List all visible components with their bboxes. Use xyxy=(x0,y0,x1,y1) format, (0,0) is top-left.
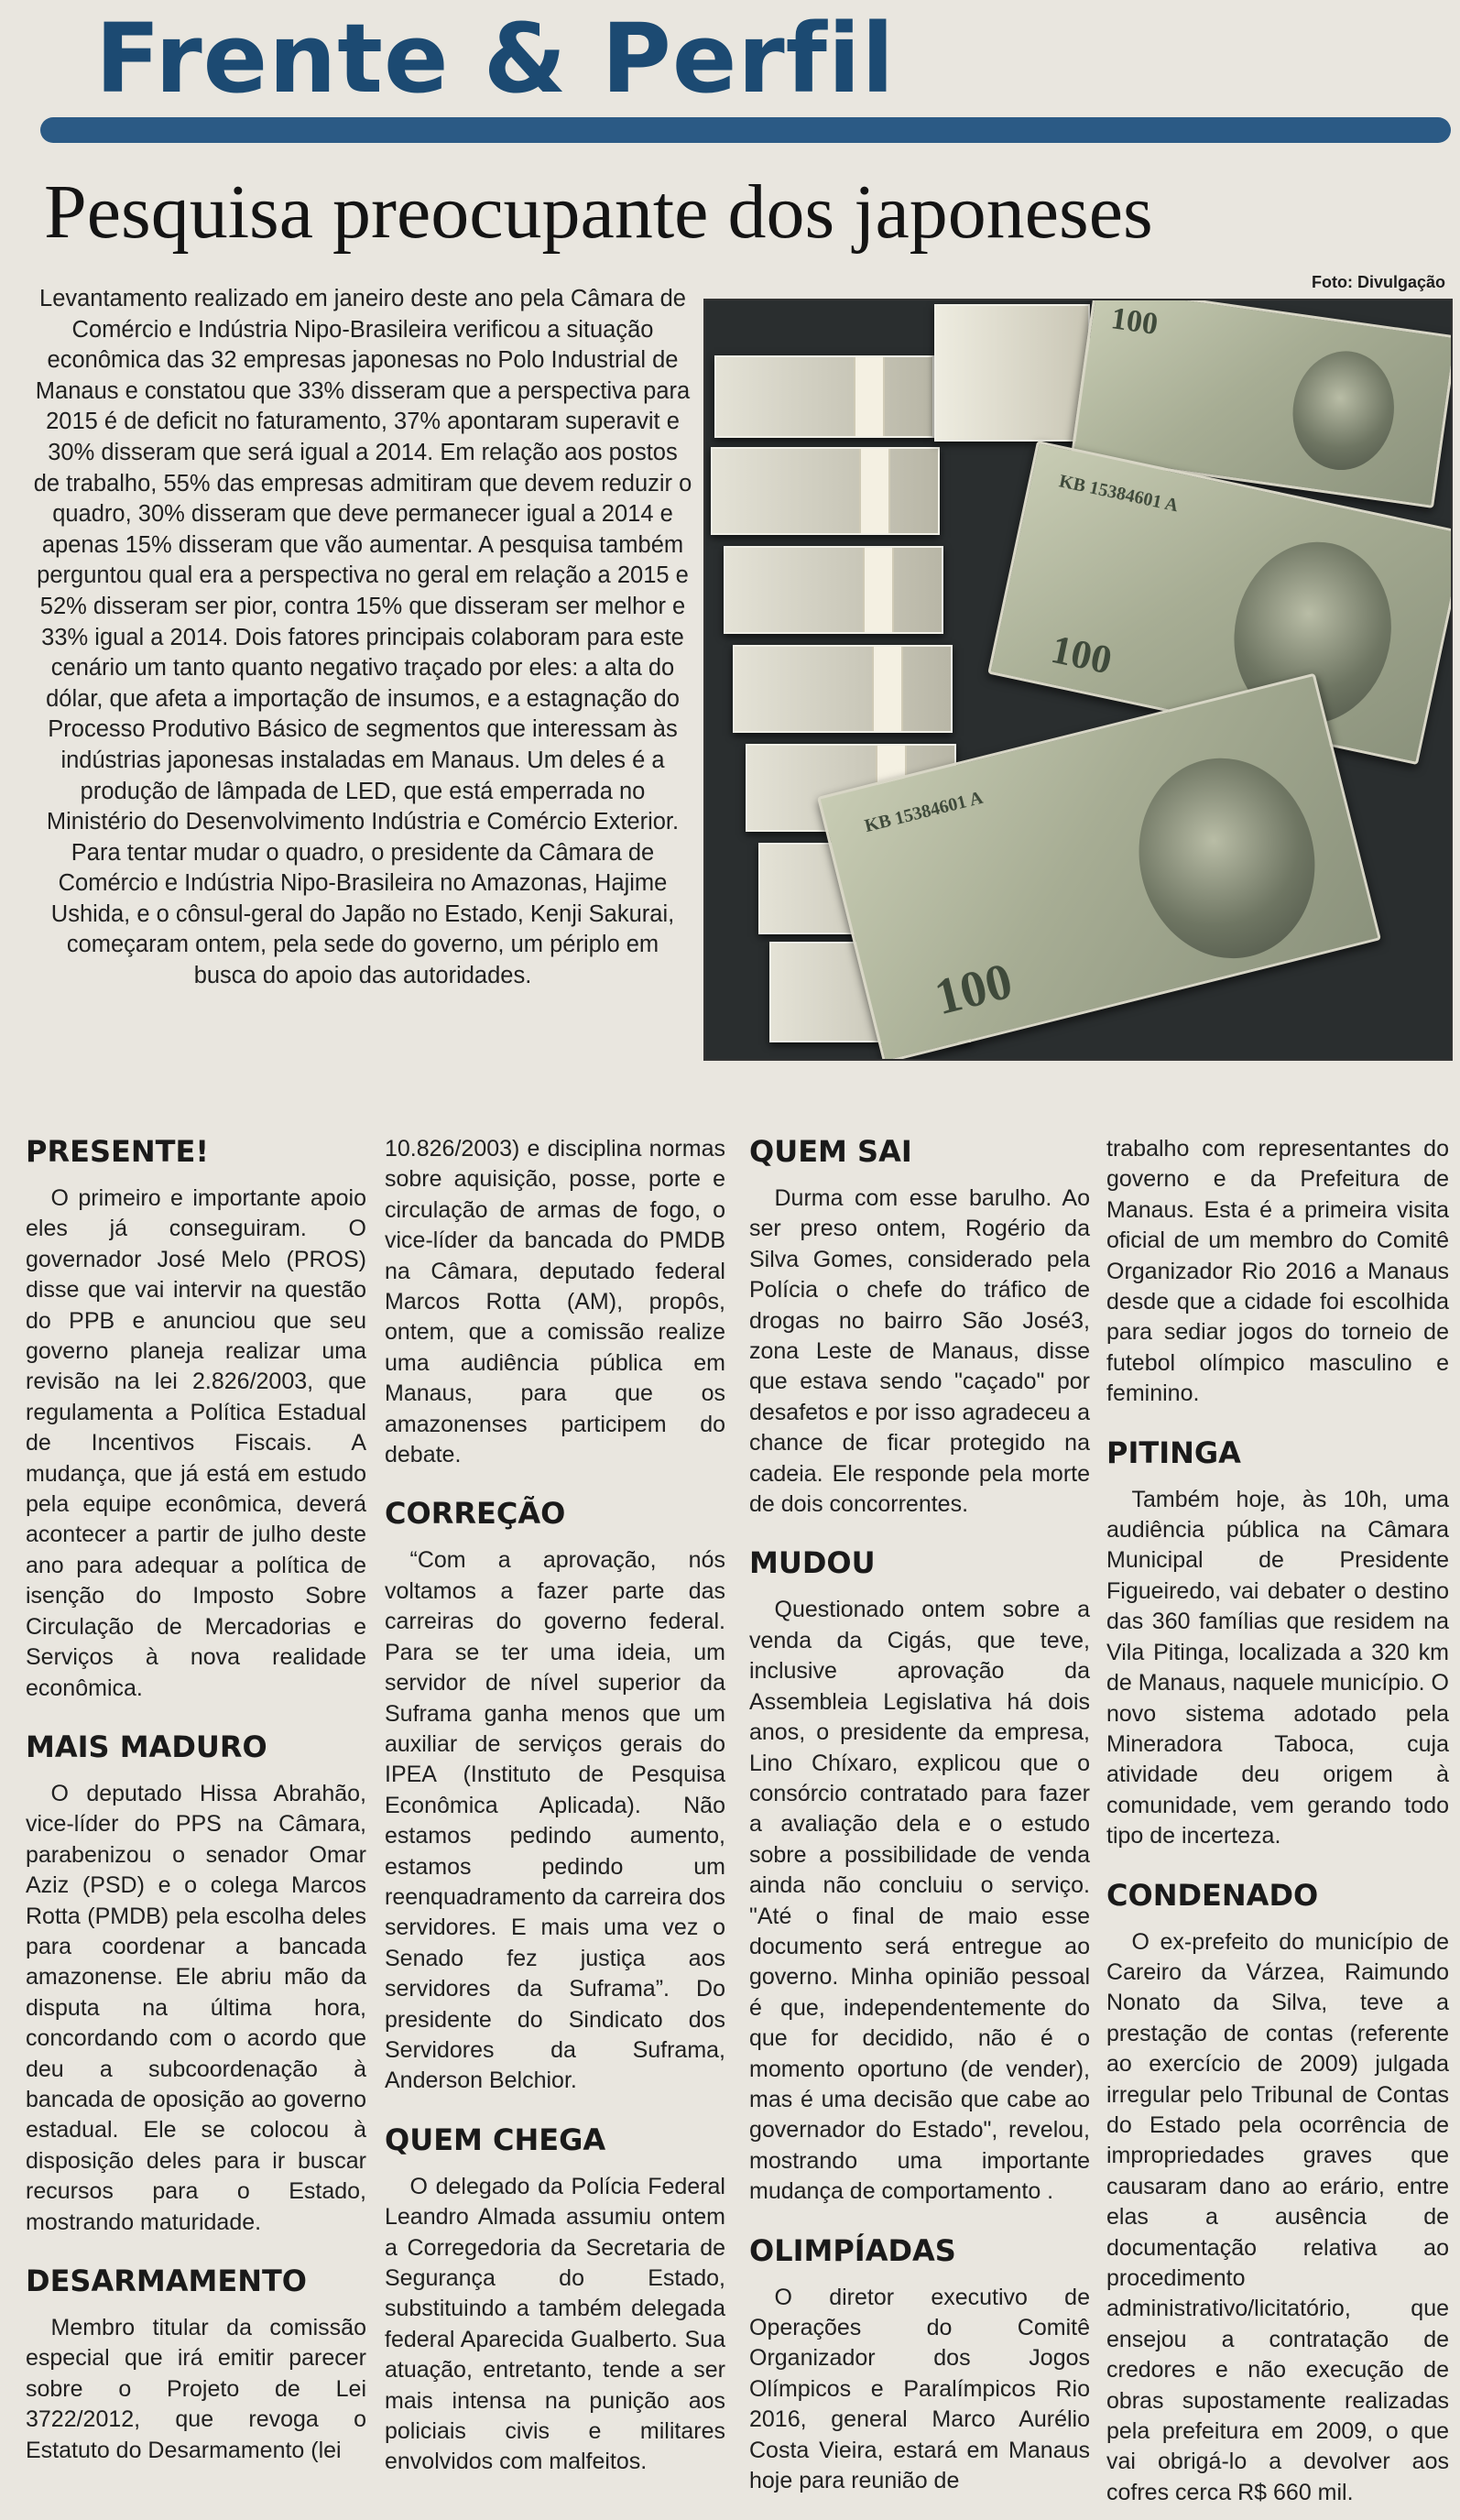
section-mudou-text: Questionado ontem sobre a venda da Cigás, que teve, inclusive aprovação da Assembleia Legislativa há dois anos, o presidente da empresa, Lino Chíxaro, explicou que o consórcio contratado para fazer a avaliação dela e o estudo sobre a possibilidade de venda ainda não concluiu o serviço. "Até o final de maio esse documento será entregue ao governo. Minha opinião pessoal é que, independentemente do que for decidido, não é o momento oportuno (de vender), mas é uma decisão que cabe ao governador do Estado", revelou, mostrando uma importante mudança de comportamento . xyxy=(749,1597,1090,2205)
column-4 xyxy=(1106,1134,1449,2508)
section-condenado-text: O ex-prefeito do município de Careiro da Várzea, Raimundo Nonato da Silva, teve a prestação de contas (referente ao exercício de 2009) julgada irregular pelo Tribunal de Contas do Estado pela ocorrência de impropriedades graves que causaram dano ao erário, entre elas a ausência de documentação relativa ao procedimento administrativo/licitatório, que ensejou a contratação de credores e não execução de obras supostamente realizadas pela prefeitura em 2009, o que vai obrigá-lo a devolver aos cofres cerca R$ 660 mil. xyxy=(1106,1928,1449,2505)
photo-credit: Foto: Divulgação xyxy=(1312,273,1446,291)
section-quem-chega-title: QUEM CHEGA xyxy=(385,2122,606,2157)
section-olimpiadas-text: O diretor executivo de Operações do Comitê Organizador dos Jogos Olímpicos e Paralímpicos Rio 2016, general Marco Aurélio Costa Vieira, estará em Manaus hoje para reunião de xyxy=(749,2284,1090,2494)
section-quem-sai-title: QUEM SAI xyxy=(749,1134,912,1169)
lead-paragraph: Levantamento realizado em janeiro deste ano pela Câmara de Comércio e Indústria Nipo-Brasileira verificou a situação econômica das 32 empresas japonesas no Polo Industrial de Manaus e constatou que 33% disseram que a perspectiva para 2015 é de deficit no faturamento, 37% apontaram superavit e 30% disseram que será igual a 2014. Em relação aos postos de trabalho, 55% das empresas admitiram que devem reduzir o quadro, 30% disseram que deve permanecer igual a 2014 e apenas 15% disseram que vão aumentar. A pesquisa também perguntou qual era a perspectiva no geral em relação a 2015 e 52% disseram ser pior, contra 15% que disseram ser melhor e 33% igual a 2014. Dois fatores principais colaboram para este cenário um tanto quanto negativo traçado por eles: a alta do dólar, que afeta a importação de insumos, e a estagnação do Processo Produtivo Básico de segmentos que interessam às indústrias japonesas instaladas em Manaus. Um deles é a produção de lâmpada de LED, que está emperrada no Ministério do Desenvolvimento Indústria e Comércio Exterior. Para tentar mudar o quadro, o presidente da Câmara de Comércio e Indústria Nipo-Brasileira no Amazonas, Hajime Ushida, e o cônsul-geral do Japão no Estado, Kenji Sakurai, começaram ontem, pela sede do governo, um périplo em busca do apoio das autoridades. xyxy=(33,286,692,989)
cash-stack xyxy=(711,447,940,535)
dollar-bill: KB 15384601 A 100 xyxy=(987,441,1453,765)
section-pitinga-title: PITINGA xyxy=(1106,1435,1241,1470)
headline: Pesquisa preocupante dos japoneses xyxy=(44,169,1153,255)
section-quem-chega-text: O delegado da Polícia Federal Leandro Almada assumiu ontem a Corregedoria da Secretaria de Segurança do Estado, substituindo a também delegada federal Aparecida Gualberto. Sua atuação, entretanto, tende a ser mais intensa na punição aos policiais civis e militares envolvidos com malfeitos. xyxy=(385,2173,725,2475)
section-mais-maduro-text: O deputado Hissa Abrahão, vice-líder do PPS na Câmara, parabenizou o senador Omar Aziz (PSD) e o colega Marcos Rotta (PMDB) pela escolha deles para coordenar a bancada amazonense. Ele abriu mão da disputa na última hora, concordando com o acordo que deu a subcoordenação à bancada de oposição ao governo estadual. Ele se colocou à disposição deles para ir buscar recursos para o Estado, mostrando maturidade. xyxy=(26,1780,366,2235)
section-pitinga-text: Também hoje, às 10h, uma audiência pública na Câmara Municipal de Presidente Figueiredo, vai debater o destino das 360 famílias que residem na Vila Pitinga, localizada a 320 km de Manaus, naquele município. O novo sistema adotado pela Mineradora Taboca, cuja atividade deu origem à comunidade, vem gerando todo tipo de incerteza. xyxy=(1106,1486,1449,1849)
section-condenado-title: CONDENADO xyxy=(1106,1877,1319,1913)
cash-stack xyxy=(724,546,943,634)
section-desarmamento-text: Membro titular da comissão especial que irá emitir parecer sobre o Projeto de Lei 3722/2012, que revoga o Estatuto do Desarmamento (lei xyxy=(26,2315,366,2463)
column-1 xyxy=(26,1134,366,2466)
section-presente-title: PRESENTE! xyxy=(26,1134,209,1169)
section-presente-text: O primeiro e importante apoio eles já conseguiram. O governador José Melo (PROS) disse que vai intervir na questão do PPB e anunciou que seu governo planeja realizar uma revisão na lei 2.826/2003, que regulamenta a Política Estadual de Incentivos Fiscais. A mudança, que já está em estudo pela equipe econômica, deverá acontecer a partir de julho deste ano para adequar a política de isenção do Imposto Sobre Circulação de Mercadorias e Serviços à nova realidade econômica. xyxy=(26,1185,366,1701)
cash-stack xyxy=(934,304,1090,442)
masthead xyxy=(40,0,1451,151)
section-mudou-title: MUDOU xyxy=(749,1545,876,1581)
section-title: Frente & Perfil xyxy=(95,3,896,115)
dollar-bill: 100 xyxy=(1071,299,1453,508)
section-desarmamento-title: DESARMAMENTO xyxy=(26,2264,307,2298)
cash-stack xyxy=(733,645,953,733)
dollar-bill: KB 15384601 A 100 xyxy=(817,673,1381,1061)
masthead-bar xyxy=(40,117,1451,143)
section-olimpiadas-title: OLIMPÍADAS xyxy=(749,2232,956,2268)
column-3 xyxy=(749,1134,1090,2496)
section-correcao-title: CORREÇÃO xyxy=(385,1496,566,1532)
money-photo xyxy=(703,299,1453,1061)
section-olimpiadas-continued: trabalho com representantes do governo e da Prefeitura de Manaus. Esta é a primeira visita oficial de um membro do Comitê Organizador Rio 2016 a Manaus desde que a cidade foi escolhida para sediar jogos do torneio de futebol olímpico masculino e feminino. xyxy=(1106,1136,1449,1407)
section-desarmamento-continued: 10.826/2003) e disciplina normas sobre aquisição, posse, porte e circulação de armas de fogo, o vice-líder da bancada do PMDB na Câmara, deputado federal Marcos Rotta (AM), propôs, ontem, que a comissão realize uma audiência pública em Manaus, para que os amazonenses participem do debate. xyxy=(385,1136,725,1468)
section-quem-sai-text: Durma com esse barulho. Ao ser preso ontem, Rogério da Silva Gomes, considerado pela Polícia o chefe do tráfico de drogas no bairro São José3, zona Leste de Manaus, disse que estava sendo "caçado" por desafetos e por isso agradeceu a chance de ficar protegido na cadeia. Ele responde pela morte de dois concorrentes. xyxy=(749,1185,1090,1518)
section-correcao-text: “Com a aprovação, nós voltamos a fazer parte das carreiras do governo federal. Para se ter uma ideia, um servidor de nível superior da Suframa ganha menos que um auxiliar de serviços gerais do IPEA (Instituto de Pesquisa Econômica Aplicada). Não estamos pedindo aumento, estamos pedindo um reenquadramento da carreira dos servidores. E mais uma vez o Senado fez justiça aos servidores da Suframa”. Do presidente do Sindicato dos Servidores da Suframa, Anderson Belchior. xyxy=(385,1547,725,2094)
cash-stack xyxy=(714,355,934,438)
column-2 xyxy=(385,1134,725,2478)
section-mais-maduro-title: MAIS MADURO xyxy=(26,1729,267,1764)
